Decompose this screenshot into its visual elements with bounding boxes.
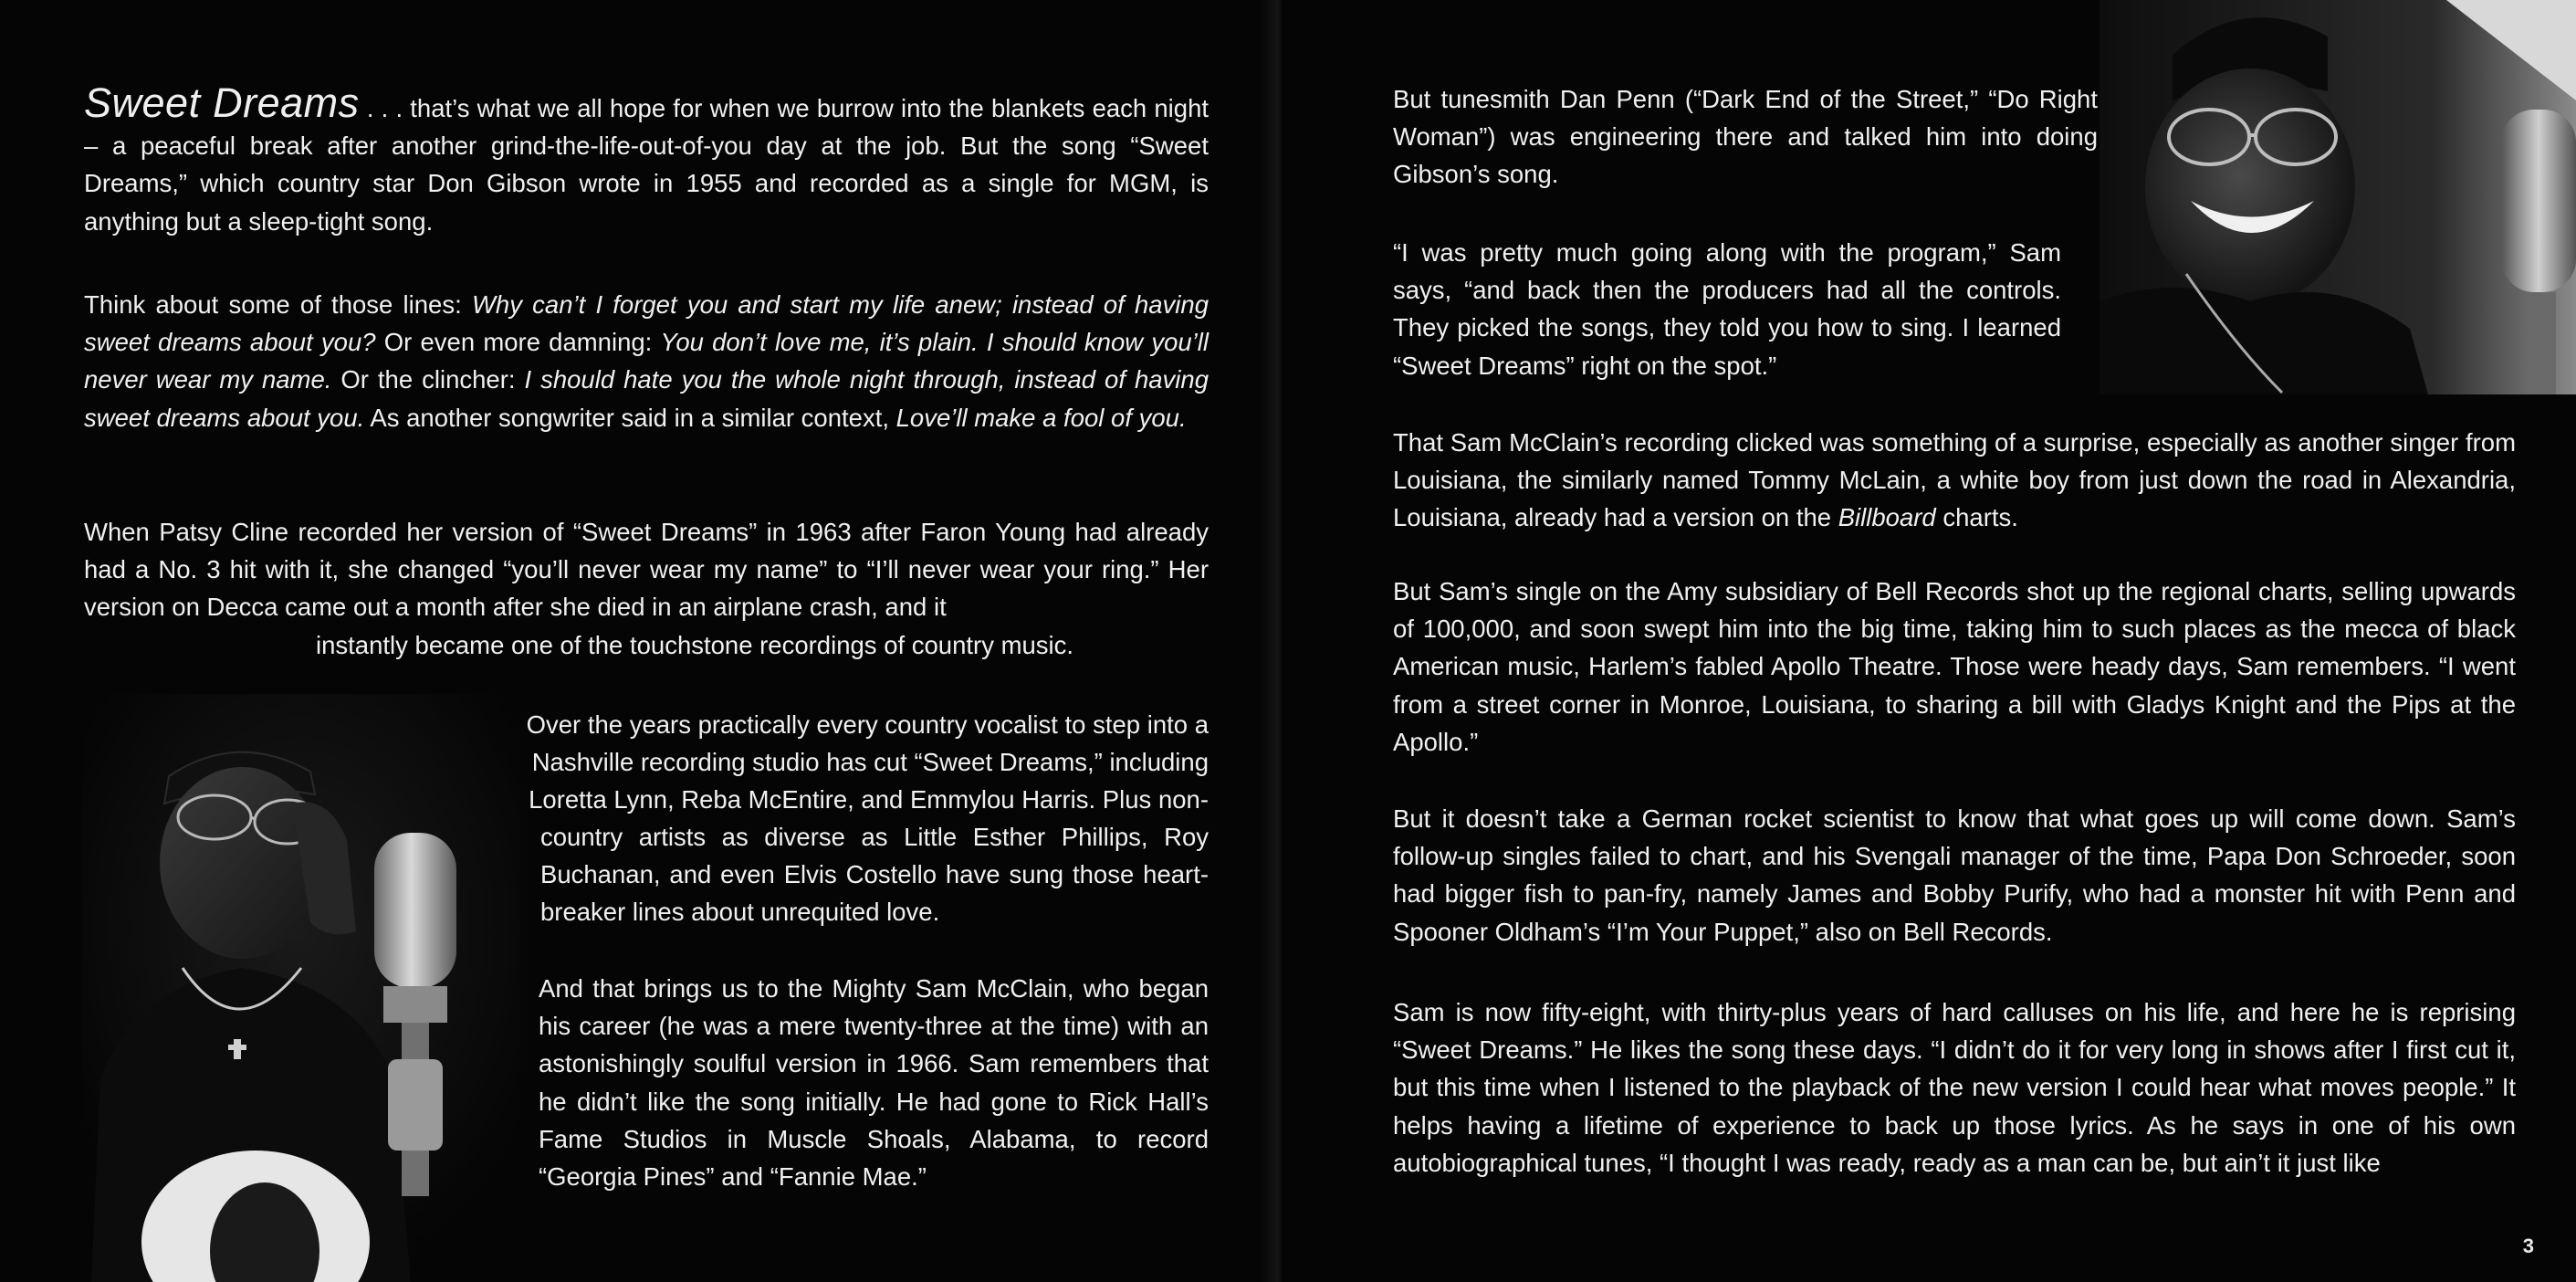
smiling-singer-portrait-photo	[2100, 0, 2576, 394]
bell-records-paragraph: But Sam’s single on the Amy subsidiary of Bell Records shot up the regional charts, selling upwards of 100,000, and soon swept him into the big time, taking him to such places as the mecca of black American music, Harlem’s fabled Apollo Theatre. Those were heady days, Sam remembers. “I went from a street corner in Monroe, Louisiana, to sharing a bill with Gladys Knight and the Pips at the Apollo.”	[1393, 577, 2516, 756]
mighty-sam-paragraph: And that brings us to the Mighty Sam McClain, who began his career (he was a mere twenty-three at the time) with an astonishingly soulful version in 1966. Sam remembers that he didn’t like the song initially. He had gone to Rick Hall’s Fame Studios in Muscle Shoals, Alabama, to record “Georgia Pines” and “Fannie Mae.”	[539, 974, 1209, 1192]
patsy-cline-paragraph: When Patsy Cline recorded her version of “Sweet Dreams” in 1963 after Faron Young had already had a No. 3 hit with it, she changed “you’ll never wear my name” to “I’ll never wear your ring.” Her version on Decca came out a month after she died in an airplane crash, and it	[84, 518, 1209, 622]
sweet-dreams-title: Sweet Dreams	[84, 79, 360, 126]
left-page	[0, 0, 1278, 1282]
page-number: 3	[2522, 1235, 2534, 1257]
country-vocalists-line-2: Nashville recording studio has cut “Sweet Dreams,” including	[531, 748, 1209, 776]
follow-up-singles-paragraph: But it doesn’t take a German rocket scientist to know that what goes up will come down. Sam’s follow-up singles failed to chart, and his Svengali manager of the time, Papa Don Schroeder, soon had bigger fish to pan-fry, namely James and Bobby Purify, who had a monster hit with Penn and Spooner Oldham’s “I’m Your Puppet,” also on Bell Records.	[1393, 804, 2516, 946]
recording-clicked-paragraph: That Sam McClain’s recording clicked was something of a surprise, especially as another singer from Louisiana, the similarly named Tommy McLain, a white boy from just down the road in Alexandria, Louisiana, already had a version on the Billboard charts.	[1393, 428, 2516, 532]
dan-penn-paragraph: But tunesmith Dan Penn (“Dark End of the Street,” “Do Right Woman”) was engineering there and talked him into doing Gibson’s song.	[1393, 85, 2098, 189]
country-vocalists-line-1: Over the years practically every country vocalist to step into a	[526, 710, 1209, 739]
fifty-eight-paragraph: Sam is now fifty-eight, with thirty-plus years of hard calluses on his life, and here he is reprising “Sweet Dreams.” He likes the song these days. “I didn’t do it for very long in shows after I first cut it, but this time when I listened to the playback of the new version I could hear what moves people.” It helps having a lifetime of experience to back up those lyrics. As he says in one of his own autobiographical tunes, “I thought I was ready, ready as a man can be, but ain’t it just like	[1393, 998, 2516, 1177]
country-vocalists-line-3: Loretta Lynn, Reba McEntire, and Emmylou Harris. Plus non-	[529, 785, 1209, 814]
intro-text: that’s what we all hope for when we burrow into the blankets each night – a peaceful break after another grind-the-life-out-of-you day at the job. But the song “Sweet Dreams,” which country star Don Gibson wrote in 1955 and recorded as a single for MGM, is anything but a sleep-tight song.	[84, 94, 1209, 236]
intro-paragraph	[84, 79, 1209, 240]
lyrics-paragraph: Think about some of those lines: Why can’t I forget you and start my life anew; instead of having sweet dreams about you? Or even more damning: You don’t love me, it’s plain. I should know you’ll never wear my name. Or the clincher: I should hate you the whole night through, instead of having sweet dreams about you. As another songwriter said in a similar context, Love’ll make a fool of you.	[84, 290, 1209, 432]
title-ellipsis: . . .	[359, 94, 411, 122]
program-quote-paragraph: “I was pretty much going along with the program,” Sam says, “and back then the producers had all the controls. They picked the songs, they told you how to sing. I learned “Sweet Dreams” right on the spot.”	[1393, 238, 2061, 380]
country-vocalists-paragraph: country artists as diverse as Little Esther Phillips, Roy Buchanan, and even Elvis Costello have sung those heart-breaker lines about unrequited love.	[540, 823, 1209, 927]
patsy-cline-last-line: instantly became one of the touchstone recordings of country music.	[316, 631, 1074, 659]
right-page	[1282, 0, 2576, 1282]
